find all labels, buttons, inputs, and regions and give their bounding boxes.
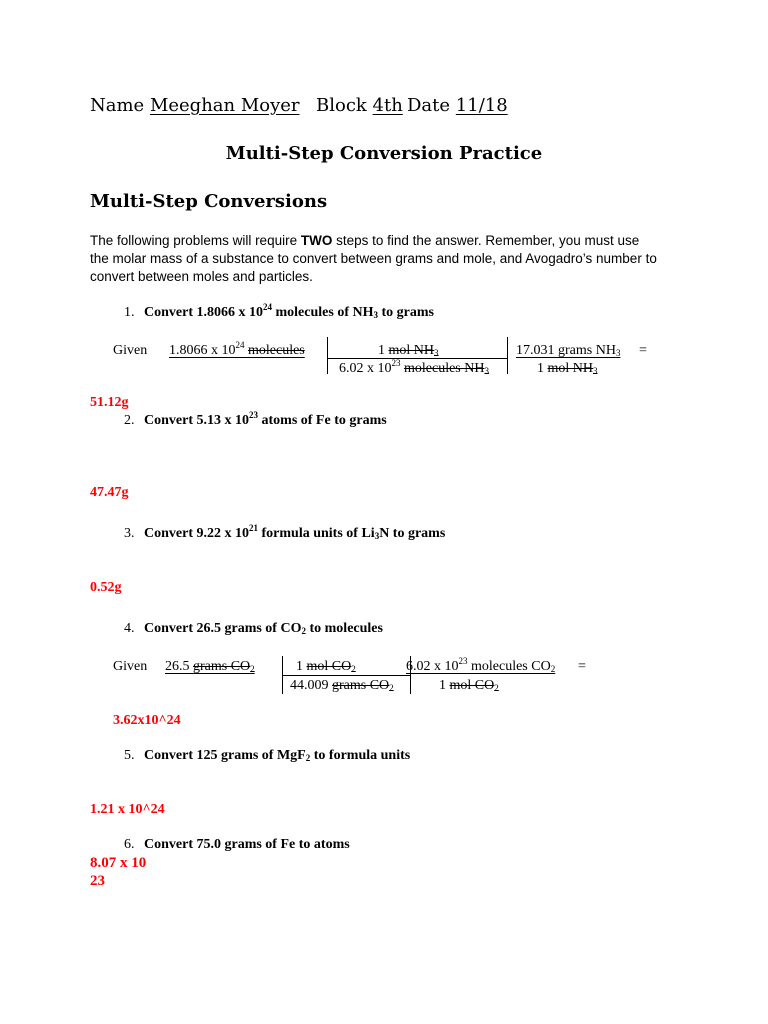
block-label: Block xyxy=(316,95,367,116)
answer-3: 0.52g xyxy=(90,580,122,595)
intro-text: The following problems will require xyxy=(90,233,301,248)
unit-text: mol NH xyxy=(388,343,434,358)
numerator-unit: molecules CO xyxy=(467,659,551,674)
unit-text: grams CO xyxy=(193,659,251,674)
problem-text-post: formula units of Li xyxy=(258,526,375,541)
start-unit: molecules xyxy=(248,343,305,358)
answer-5: 1.21 x 10^24 xyxy=(90,802,165,817)
block-field xyxy=(316,95,403,116)
numerator-value: 17.031 grams NH xyxy=(516,343,616,358)
problem-text: Convert 75.0 grams of Fe to atoms xyxy=(144,837,350,852)
problem-text xyxy=(144,748,410,763)
exponent: 23 xyxy=(391,358,401,368)
subscript: 3 xyxy=(374,531,380,541)
work-1-bar-2 xyxy=(507,337,508,374)
problem-text-pre: Convert 5.13 x 10 xyxy=(144,413,249,428)
header-line xyxy=(90,95,300,116)
work-1-f2-denominator xyxy=(537,361,598,377)
work-4-f1-numerator xyxy=(296,659,356,675)
section-heading: Multi-Step Conversions xyxy=(90,191,328,212)
numerator-value: 6.02 x 10 xyxy=(406,659,459,674)
unit-text: molecules NH xyxy=(404,361,485,376)
problem-4 xyxy=(124,621,383,637)
exponent: 24 xyxy=(235,340,245,350)
intro-line-3: convert between moles and particles. xyxy=(90,269,313,284)
subscript: 3 xyxy=(484,366,489,376)
problem-2 xyxy=(124,410,387,429)
work-4-f1-denominator xyxy=(290,678,394,694)
unit-text: mol CO xyxy=(306,659,352,674)
work-1-f2-numerator xyxy=(516,343,620,359)
problem-number: 2. xyxy=(124,413,135,428)
intro-line-1 xyxy=(90,233,639,248)
problem-text xyxy=(144,621,383,636)
block-value: 4th xyxy=(372,95,403,116)
answer-6-line-2: 23 xyxy=(90,873,105,889)
denominator-value: 1 xyxy=(537,361,544,376)
work-1-f1-numerator xyxy=(378,343,439,359)
problem-text xyxy=(144,302,434,320)
problem-text xyxy=(144,410,387,428)
exponent: 23 xyxy=(249,410,258,420)
numerator-unit xyxy=(389,343,439,358)
problem-number: 3. xyxy=(124,526,135,541)
problem-text xyxy=(144,523,446,541)
denominator-unit xyxy=(332,678,394,693)
date-value: 11/18 xyxy=(455,95,508,116)
numerator-value: 1 xyxy=(378,343,385,358)
work-4-fraction-line xyxy=(282,675,410,676)
problem-1 xyxy=(124,302,434,321)
page-title: Multi-Step Conversion Practice xyxy=(225,143,543,164)
work-4-given: Given xyxy=(113,659,148,674)
problem-number: 5. xyxy=(124,748,135,763)
problem-text-post: to formula units xyxy=(310,748,411,763)
name-label: Name xyxy=(90,95,145,116)
answer-4: 3.62x10^24 xyxy=(113,713,181,728)
date-label: Date xyxy=(407,95,451,116)
problem-text-pre: Convert 26.5 grams of CO xyxy=(144,621,302,636)
subscript: 3 xyxy=(373,310,378,320)
work-4-start xyxy=(165,659,255,675)
intro-bold: TWO xyxy=(300,233,333,248)
answer-6-line-1: 8.07 x 10 xyxy=(90,855,147,871)
work-4-f2-denominator xyxy=(439,678,499,694)
start-value: 26.5 xyxy=(165,659,190,674)
unit-text: mol CO xyxy=(449,678,495,693)
work-4-f2-numerator xyxy=(406,656,556,675)
numerator-unit xyxy=(307,659,356,674)
subscript: 3 xyxy=(434,348,439,358)
denominator-unit xyxy=(404,361,489,376)
problem-text-end: N to grams xyxy=(379,526,446,541)
work-1-f1-denominator xyxy=(339,358,489,377)
exponent: 23 xyxy=(458,656,468,666)
problem-3 xyxy=(124,523,446,542)
work-1-start xyxy=(169,340,305,359)
work-1-bar-1 xyxy=(327,337,328,374)
answer-1: 51.12g xyxy=(90,395,129,410)
start-value: 1.8066 x 10 xyxy=(169,343,236,358)
subscript: 2 xyxy=(351,664,356,674)
problem-text-post: molecules of NH xyxy=(272,305,374,320)
problem-6 xyxy=(124,837,350,853)
exponent: 21 xyxy=(249,523,258,533)
work-1-given: Given xyxy=(113,343,148,358)
subscript: 2 xyxy=(550,664,556,674)
subscript: 2 xyxy=(389,683,394,693)
denominator-value: 1 xyxy=(439,678,446,693)
problem-text-post: atoms of Fe to grams xyxy=(258,413,387,428)
problem-number: 6. xyxy=(124,837,135,852)
work-1-equals: = xyxy=(639,343,647,358)
answer-2: 47.47g xyxy=(90,485,129,500)
numerator-value: 1 xyxy=(296,659,303,674)
problem-text-post: to molecules xyxy=(305,621,383,636)
subscript: 2 xyxy=(305,753,311,763)
date-field xyxy=(407,95,508,116)
exponent: 24 xyxy=(263,302,272,312)
problem-number: 4. xyxy=(124,621,135,636)
subscript: 2 xyxy=(301,626,306,636)
problem-number: 1. xyxy=(124,305,135,320)
start-unit xyxy=(193,659,255,674)
subscript: 3 xyxy=(615,348,621,358)
problem-text-pre: Convert 9.22 x 10 xyxy=(144,526,249,541)
problem-5 xyxy=(124,748,410,764)
intro-text-2: steps to find the answer. Remember, you must use xyxy=(332,233,640,248)
unit-text: mol NH xyxy=(547,361,593,376)
name-value: Meeghan Moyer xyxy=(149,95,300,116)
denominator-value: 6.02 x 10 xyxy=(339,361,392,376)
problem-text-end: to grams xyxy=(377,305,434,320)
problem-text-pre: Convert 125 grams of MgF xyxy=(144,748,306,763)
denominator-unit xyxy=(548,361,598,376)
intro-line-2: the molar mass of a substance to convert between grams and mole, and Avogadro’s number to xyxy=(90,251,657,266)
denominator-unit xyxy=(450,678,499,693)
problem-text-pre: Convert 1.8066 x 10 xyxy=(144,305,263,320)
subscript: 2 xyxy=(250,664,255,674)
denominator-value: 44.009 xyxy=(290,678,329,693)
subscript: 3 xyxy=(593,366,598,376)
subscript: 2 xyxy=(494,683,499,693)
work-4-equals: = xyxy=(578,659,586,674)
unit-text: grams CO xyxy=(332,678,390,693)
